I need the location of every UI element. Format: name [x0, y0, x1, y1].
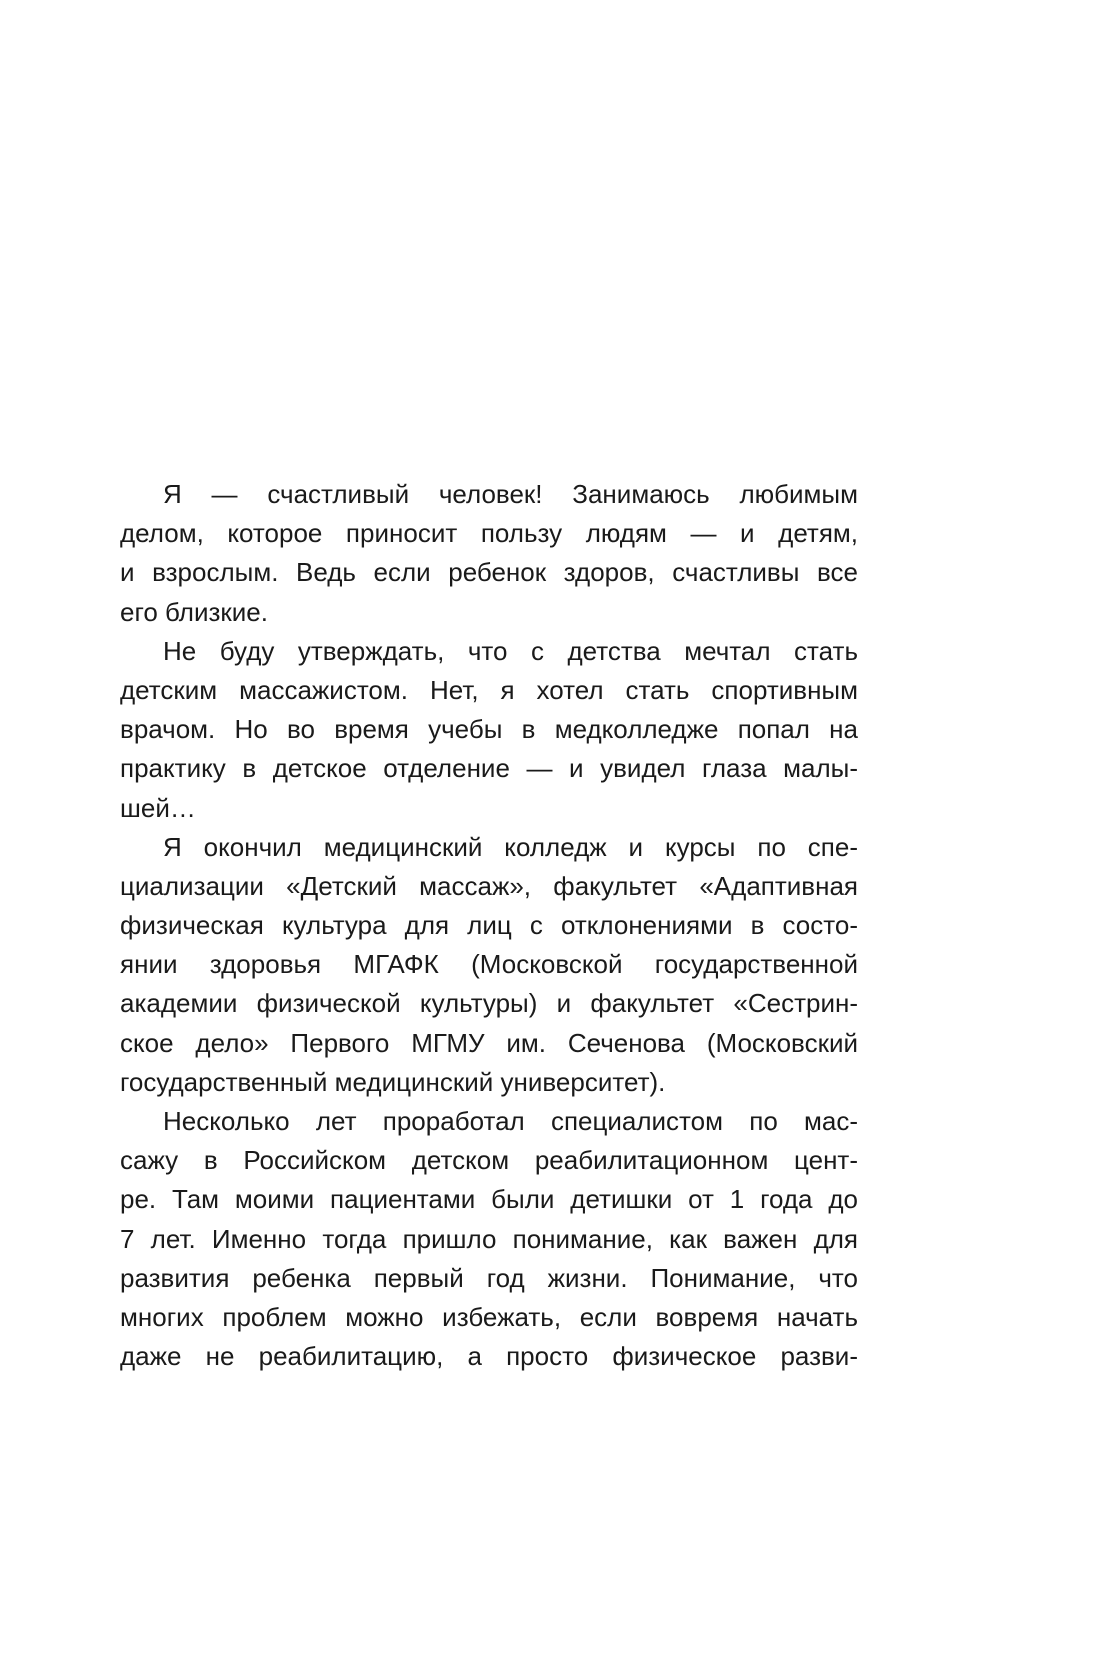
text-line: и взрослым. Ведь если ребенок здоров, счастливы все [120, 557, 858, 588]
text-line: ское дело» Первого МГМУ им. Сеченова (Московский [120, 1027, 858, 1058]
text-line: ре. Там моими пациентами были детишки от 1 года до [120, 1184, 858, 1215]
page-body-text [120, 475, 858, 1376]
text-line: Я окончил медицинский колледж и курсы по спе- [163, 831, 858, 862]
paragraph [120, 632, 858, 828]
text-line: Несколько лет проработал специалистом по мас- [163, 1106, 858, 1136]
text-line: даже не реабилитацию, а просто физическое разви- [120, 1341, 858, 1372]
text-line: детским массажистом. Нет, я хотел стать спортивным [120, 674, 858, 705]
text-line: развития ребенка первый год жизни. Понимание, что [120, 1262, 858, 1293]
text-line: Я — счастливый человек! Занимаюсь любимым [163, 479, 858, 509]
text-line: Не буду утверждать, что с детства мечтал стать [163, 635, 858, 666]
paragraph [120, 828, 858, 1102]
text-line: циализации «Детский массаж», факультет «Адаптивная [120, 870, 858, 901]
text-line: 7 лет. Именно тогда пришло понимание, как важен для [120, 1223, 858, 1254]
text-line: государственный медицинский университет). [120, 1066, 666, 1097]
text-line: сажу в Российском детском реабилитационном цент- [120, 1145, 858, 1176]
text-line: врачом. Но во время учебы в медколледже попал на [120, 714, 858, 745]
text-line: практику в детское отделение — и увидел глаза малы- [120, 753, 858, 784]
text-line: янии здоровья МГАФК (Московской государственной [120, 949, 858, 980]
text-line: физическая культура для лиц с отклонениями в состо- [120, 910, 858, 941]
text-line: академии физической культуры) и факультет «Сестрин- [120, 988, 858, 1019]
text-line: делом, которое приносит пользу людям — и детям, [120, 518, 858, 549]
text-line: многих проблем можно избежать, если вовремя начать [120, 1301, 858, 1332]
paragraph [120, 1102, 858, 1376]
text-line: шей… [120, 792, 196, 823]
paragraph [120, 475, 858, 632]
text-line: его близкие. [120, 596, 268, 627]
